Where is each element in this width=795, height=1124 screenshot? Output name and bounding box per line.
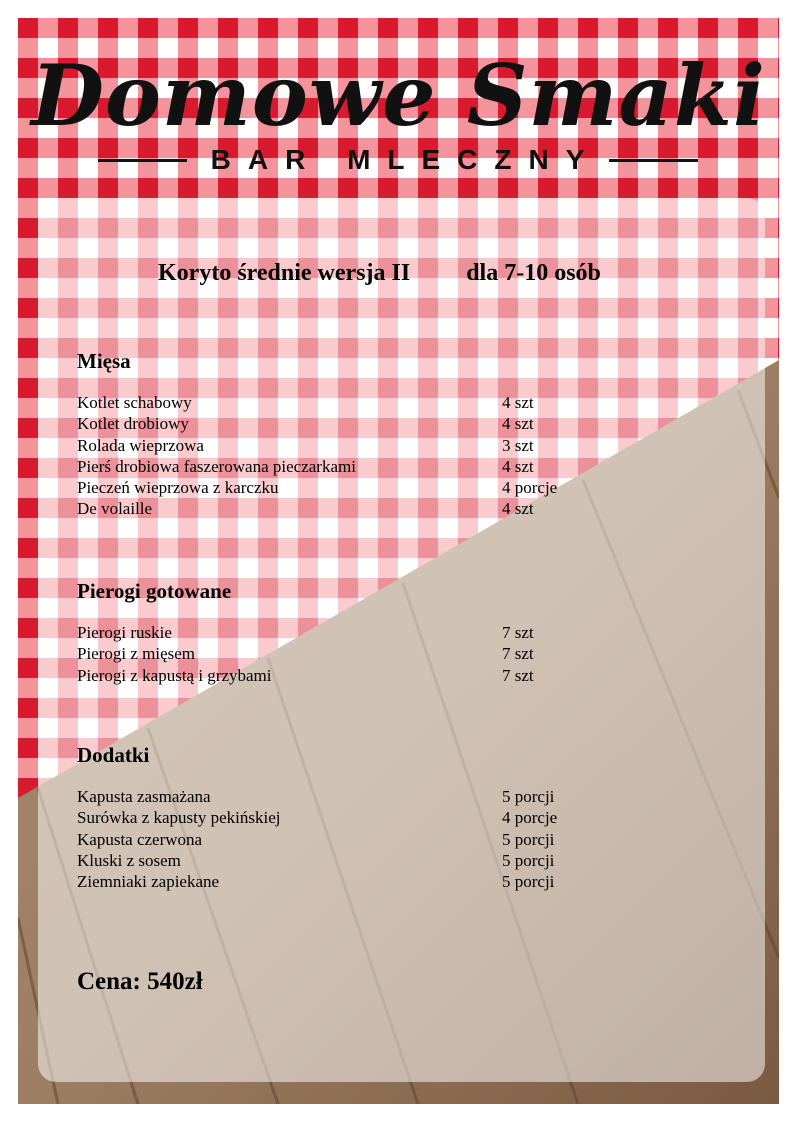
item-qty: 5 porcji	[502, 850, 555, 870]
menu-name: Koryto średnie wersja II	[158, 260, 411, 286]
item-qty: 4 szt	[502, 499, 534, 519]
section-dodatki	[77, 742, 717, 892]
item-name: Kotlet schabowy	[77, 393, 192, 412]
item-qty: 4 szt	[502, 393, 534, 412]
item-list	[77, 622, 717, 686]
list-item	[77, 850, 717, 871]
item-qty: 4 porcje	[502, 808, 558, 828]
item-qty: 7 szt	[502, 665, 534, 685]
brand-subtitle: BAR MLECZNY	[210, 144, 602, 175]
brand-title: Domowe Smaki	[31, 46, 766, 145]
item-qty: 5 porcji	[502, 787, 555, 806]
menu-content	[18, 18, 779, 1104]
list-item	[77, 829, 717, 850]
item-qty: 4 szt	[502, 456, 534, 476]
item-list	[77, 786, 717, 892]
item-name: Rolada wieprzowa	[77, 435, 204, 455]
item-qty: 5 porcji	[502, 829, 555, 849]
list-item	[77, 786, 717, 807]
item-name: Pierogi ruskie	[77, 623, 172, 642]
item-list	[77, 392, 717, 520]
item-name: Ziemniaki zapiekane	[77, 872, 220, 892]
item-name: De volaille	[77, 499, 153, 519]
section-pierogi	[77, 578, 717, 686]
list-item	[77, 665, 717, 686]
list-item	[77, 392, 717, 413]
item-name: Kapusta czerwona	[77, 829, 203, 849]
list-item	[77, 477, 717, 498]
list-item	[77, 643, 717, 664]
item-name: Surówka z kapusty pekińskiej	[77, 808, 281, 828]
item-name: Kotlet drobiowy	[77, 414, 189, 434]
item-qty: 4 porcje	[502, 478, 558, 498]
section-title: Pierogi gotowane	[77, 579, 232, 603]
list-item	[77, 622, 717, 643]
item-qty: 7 szt	[502, 623, 534, 642]
menu-poster	[18, 18, 779, 1104]
menu-serves: dla 7-10 osób	[466, 260, 601, 286]
list-item	[77, 435, 717, 456]
item-qty: 4 szt	[502, 414, 534, 434]
section-miesa	[77, 348, 717, 520]
item-name: Kapusta zasmażana	[77, 787, 211, 806]
section-title: Mięsa	[77, 349, 131, 373]
list-item	[77, 498, 717, 519]
list-item	[77, 807, 717, 828]
item-qty: 5 porcji	[502, 872, 555, 892]
menu-price: Cena: 540zł	[77, 968, 203, 995]
item-qty: 3 szt	[502, 435, 534, 455]
item-qty: 7 szt	[502, 644, 534, 664]
list-item	[77, 871, 717, 892]
item-name: Pierś drobiowa faszerowana pieczarkami	[77, 456, 356, 476]
menu-title-row	[158, 260, 601, 287]
item-name: Pierogi z kapustą i grzybami	[77, 665, 272, 685]
list-item	[77, 456, 717, 477]
section-title: Dodatki	[77, 743, 150, 767]
item-name: Pieczeń wieprzowa z karczku	[77, 478, 279, 498]
item-name: Pierogi z mięsem	[77, 644, 196, 664]
item-name: Kluski z sosem	[77, 850, 181, 870]
list-item	[77, 413, 717, 434]
